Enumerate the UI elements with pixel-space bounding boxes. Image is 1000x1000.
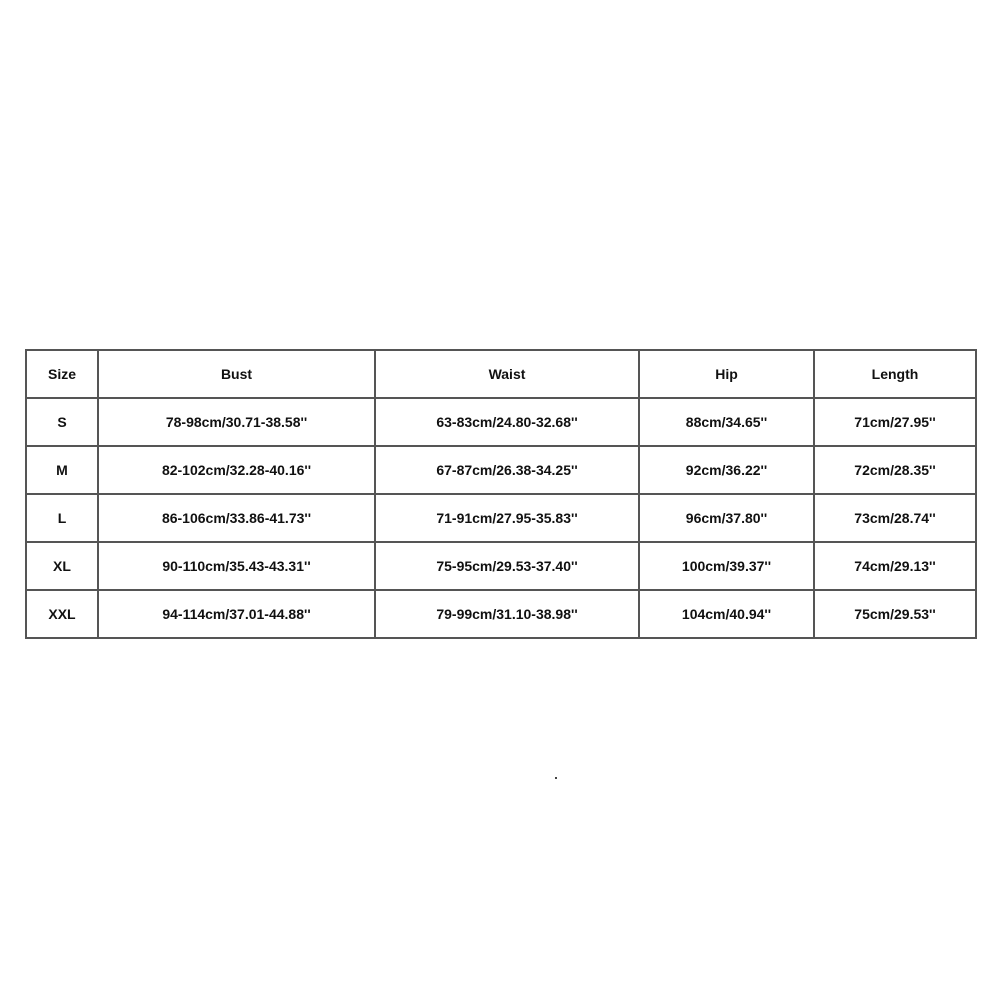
- header-row: [26, 350, 976, 398]
- table-row: [26, 494, 976, 542]
- cell-hip: 100cm/39.37'': [639, 542, 814, 590]
- header-waist: Waist: [375, 350, 639, 398]
- table-row: [26, 542, 976, 590]
- cell-length: 73cm/28.74'': [814, 494, 976, 542]
- cell-size: M: [26, 446, 98, 494]
- table-row: [26, 590, 976, 638]
- cell-hip: 96cm/37.80'': [639, 494, 814, 542]
- cell-size: XXL: [26, 590, 98, 638]
- table-row: [26, 398, 976, 446]
- cell-bust: 94-114cm/37.01-44.88'': [98, 590, 375, 638]
- header-hip: Hip: [639, 350, 814, 398]
- cell-size: L: [26, 494, 98, 542]
- header-bust: Bust: [98, 350, 375, 398]
- cell-waist: 71-91cm/27.95-35.83'': [375, 494, 639, 542]
- cell-length: 75cm/29.53'': [814, 590, 976, 638]
- cell-bust: 78-98cm/30.71-38.58'': [98, 398, 375, 446]
- cell-length: 72cm/28.35'': [814, 446, 976, 494]
- header-length: Length: [814, 350, 976, 398]
- cell-hip: 88cm/34.65'': [639, 398, 814, 446]
- cell-bust: 90-110cm/35.43-43.31'': [98, 542, 375, 590]
- cell-bust: 86-106cm/33.86-41.73'': [98, 494, 375, 542]
- table-row: [26, 446, 976, 494]
- cell-hip: 92cm/36.22'': [639, 446, 814, 494]
- cell-size: S: [26, 398, 98, 446]
- stray-dot: [555, 777, 557, 779]
- cell-waist: 63-83cm/24.80-32.68'': [375, 398, 639, 446]
- cell-size: XL: [26, 542, 98, 590]
- cell-length: 71cm/27.95'': [814, 398, 976, 446]
- size-chart-table: [25, 349, 977, 639]
- cell-bust: 82-102cm/32.28-40.16'': [98, 446, 375, 494]
- cell-length: 74cm/29.13'': [814, 542, 976, 590]
- cell-hip: 104cm/40.94'': [639, 590, 814, 638]
- cell-waist: 79-99cm/31.10-38.98'': [375, 590, 639, 638]
- header-size: Size: [26, 350, 98, 398]
- cell-waist: 75-95cm/29.53-37.40'': [375, 542, 639, 590]
- cell-waist: 67-87cm/26.38-34.25'': [375, 446, 639, 494]
